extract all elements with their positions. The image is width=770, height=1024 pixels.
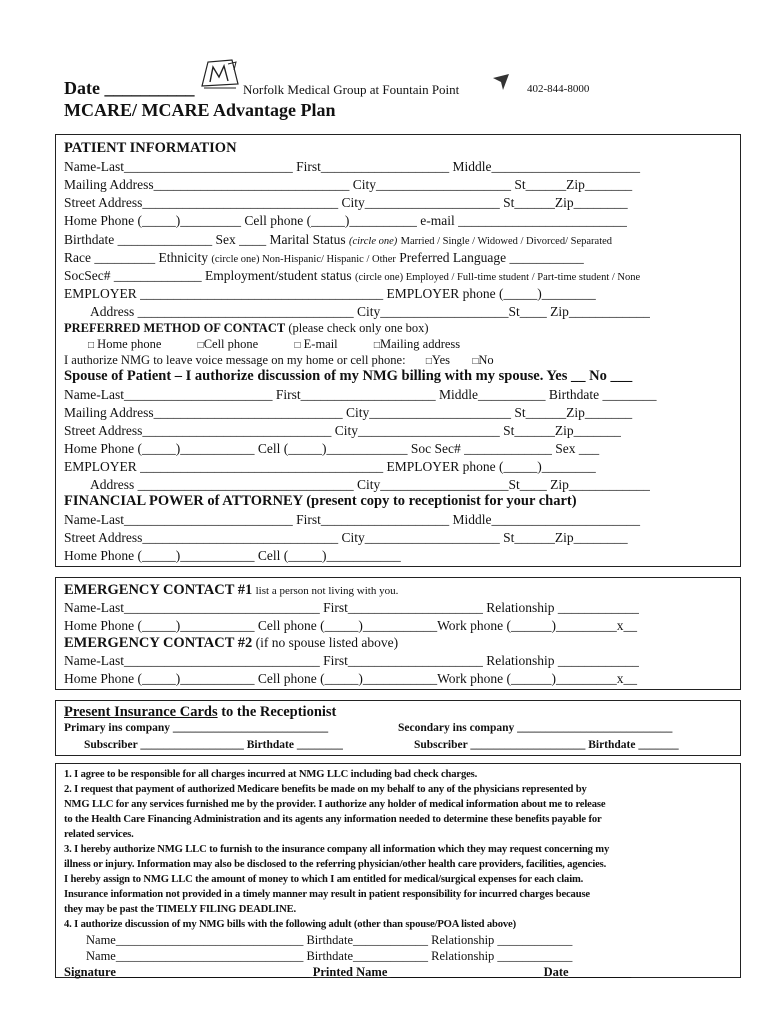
spouse-mailing-address-line[interactable]: Mailing Address____________________________ City_____________________ St______Zip_______ [64, 405, 633, 420]
consent-line: 4. I authorize discussion of my NMG bills with the following adult (other than spouse/POA listed above) [64, 919, 516, 930]
fountain-point-arrow-icon [491, 72, 511, 92]
insurance-heading [64, 704, 336, 721]
consent-line: I hereby assign to NMG LLC the amount of money to which I am entitled for medical/surgical expenses for each claim. [64, 874, 584, 885]
insurance-heading-underlined: Present Insurance Cards [64, 704, 218, 720]
consent-line: Insurance information not provided in a timely manner may result in patient responsibility for incurred charges because [64, 889, 590, 900]
preferred-language: Preferred Language ___________ [399, 250, 584, 265]
checkbox-email[interactable]: □ E-mail [294, 337, 338, 351]
checkbox-voicemail-no[interactable]: □No [472, 353, 494, 367]
emergency1-phone-line[interactable]: Home Phone (_____)___________ Cell phone (_____)___________Work phone (______)_________x__ [64, 618, 637, 633]
checkbox-cell-phone[interactable]: □Cell phone [197, 337, 259, 351]
consent-line: 3. I hereby authorize NMG LLC to furnish to the insurance company all information which they may request concerning my [64, 844, 610, 855]
emergency2-note: (if no spouse listed above) [255, 635, 399, 650]
consent-line: illness or injury. Information may also be disclosed to the referring physician/other health care providers, facilities, agencies. [64, 859, 607, 870]
spouse-employer-address-line[interactable]: Address ________________________________ City___________________St____ Zip____________ [90, 477, 650, 492]
emergency2-name-line[interactable]: Name-Last_____________________________ First____________________ Relationship ____________ [64, 653, 639, 668]
checkbox-mailing-address[interactable]: □Mailing address [373, 337, 461, 351]
emergency2-phone-line[interactable]: Home Phone (_____)___________ Cell phone (_____)___________Work phone (______)_________x__ [64, 671, 637, 686]
contact-method-heading: PREFERRED METHOD OF CONTACT [64, 321, 286, 335]
patient-info-heading: PATIENT INFORMATION [64, 140, 237, 156]
nmg-logo-icon [198, 58, 242, 92]
poa-heading: FINANCIAL POWER of ATTORNEY (present copy to receptionist for your chart) [64, 493, 577, 509]
patient-socsec-line[interactable] [64, 267, 640, 286]
voicemail-text: I authorize NMG to leave voice message on my home or cell phone: [64, 353, 406, 367]
consent-line: NMG LLC for any services furnished me by the provider. I authorize any holder of medical information about me to release [64, 799, 606, 810]
organization-phone: 402-844-8000 [527, 83, 590, 95]
patient-race-line[interactable] [64, 249, 584, 268]
contact-method-row [64, 320, 429, 337]
consent-line: related services. [64, 829, 134, 840]
emergency1-heading-row [64, 581, 398, 600]
checkbox-home-phone[interactable]: □ Home phone [88, 337, 162, 351]
authorized-adult1-line[interactable]: Name______________________________ Birthdate____________ Relationship ____________ [86, 933, 573, 947]
consent-line: 2. I request that payment of authorized Medicare benefits be made on my behalf to any of the physicians represented by [64, 784, 587, 795]
spouse-street-address-line[interactable]: Street Address____________________________ City_____________________ St______Zip_______ [64, 423, 621, 438]
spouse-employer-line[interactable]: EMPLOYER ____________________________________ EMPLOYER phone (_____)________ [64, 459, 596, 474]
spouse-phone-line[interactable]: Home Phone (_____)___________ Cell (_____)____________ Soc Sec# _____________ Sex ___ [64, 441, 600, 456]
ethnicity-options: (circle one) Non-Hispanic/ Hispanic / Other [211, 254, 396, 265]
consent-line: 1. I agree to be responsible for all charges incurred at NMG LLC including bad check charges. [64, 769, 478, 780]
emergency1-note: list a person not living with you. [255, 585, 399, 597]
employment-options: (circle one) Employed / Full-time student / Part-time student / None [354, 272, 641, 283]
patient-name-line[interactable]: Name-Last_________________________ First___________________ Middle______________________ [64, 159, 640, 174]
patient-employer-line[interactable]: EMPLOYER ____________________________________ EMPLOYER phone (_____)________ [64, 286, 596, 301]
patient-birthdate-line[interactable] [64, 231, 612, 250]
patient-mailing-address-line[interactable]: Mailing Address_____________________________ City____________________ St______Zip_______ [64, 177, 633, 192]
signature-line[interactable]: Signature_______________________________ Printed Name ________________________ Date__________ [64, 965, 632, 979]
emergency2-heading: EMERGENCY CONTACT #2 [64, 635, 253, 651]
poa-street-address-line[interactable]: Street Address_____________________________ City____________________ St______Zip________ [64, 530, 628, 545]
consent-line: they may be past the TIMELY FILING DEADLINE. [64, 904, 296, 915]
authorized-adult2-line[interactable]: Name______________________________ Birthdate____________ Relationship ____________ [86, 949, 573, 963]
contact-method-note: (please check only one box) [288, 321, 429, 335]
plan-title: MCARE/ MCARE Advantage Plan [64, 100, 336, 120]
consent-line: to the Health Care Financing Administration and its agents any information needed to determine these benefits payable for [64, 814, 602, 825]
primary-subscriber-line[interactable]: Subscriber __________________ Birthdate ________ [84, 739, 343, 751]
date-field[interactable]: Date __________ [64, 78, 195, 98]
patient-employer-address-line[interactable]: Address ________________________________ City___________________St____ Zip____________ [90, 304, 650, 319]
birthdate-main: Birthdate ______________ Sex ____ Marital Status [64, 232, 346, 247]
race-main: Race _________ Ethnicity [64, 250, 208, 265]
insurance-heading-tail: to the Receptionist [221, 704, 337, 720]
patient-phone-line[interactable]: Home Phone (_____)_________ Cell phone (_____)__________ e-mail _________________________ [64, 213, 627, 228]
poa-name-line[interactable]: Name-Last_________________________ First___________________ Middle______________________ [64, 512, 640, 527]
circle-one-note: (circle one) [348, 236, 398, 247]
emergency2-heading-row [64, 634, 398, 652]
spouse-name-line[interactable]: Name-Last______________________ First____________________ Middle__________ Birthdate ________ [64, 387, 657, 402]
spouse-heading[interactable]: Spouse of Patient – I authorize discussion of my NMG billing with my spouse. Yes __ No ___ [64, 368, 633, 384]
patient-street-address-line[interactable]: Street Address_____________________________ City____________________ St______Zip________ [64, 195, 628, 210]
organization-name: Norfolk Medical Group at Fountain Point [243, 82, 460, 97]
secondary-insurance-line[interactable]: Secondary ins company ___________________________ [398, 722, 673, 734]
socsec-main: SocSec# _____________ Employment/student status [64, 268, 352, 283]
poa-phone-line[interactable]: Home Phone (_____)___________ Cell (_____)___________ [64, 548, 401, 563]
primary-insurance-line[interactable]: Primary ins company ___________________________ [64, 722, 329, 734]
secondary-subscriber-line[interactable]: Subscriber ____________________ Birthdate _______ [414, 739, 679, 751]
emergency1-heading: EMERGENCY CONTACT #1 [64, 582, 253, 598]
marital-options: Married / Single / Widowed / Divorced/ Separated [400, 236, 613, 247]
emergency1-name-line[interactable]: Name-Last_____________________________ First____________________ Relationship ____________ [64, 600, 639, 615]
checkbox-voicemail-yes[interactable]: □Yes [425, 353, 451, 367]
